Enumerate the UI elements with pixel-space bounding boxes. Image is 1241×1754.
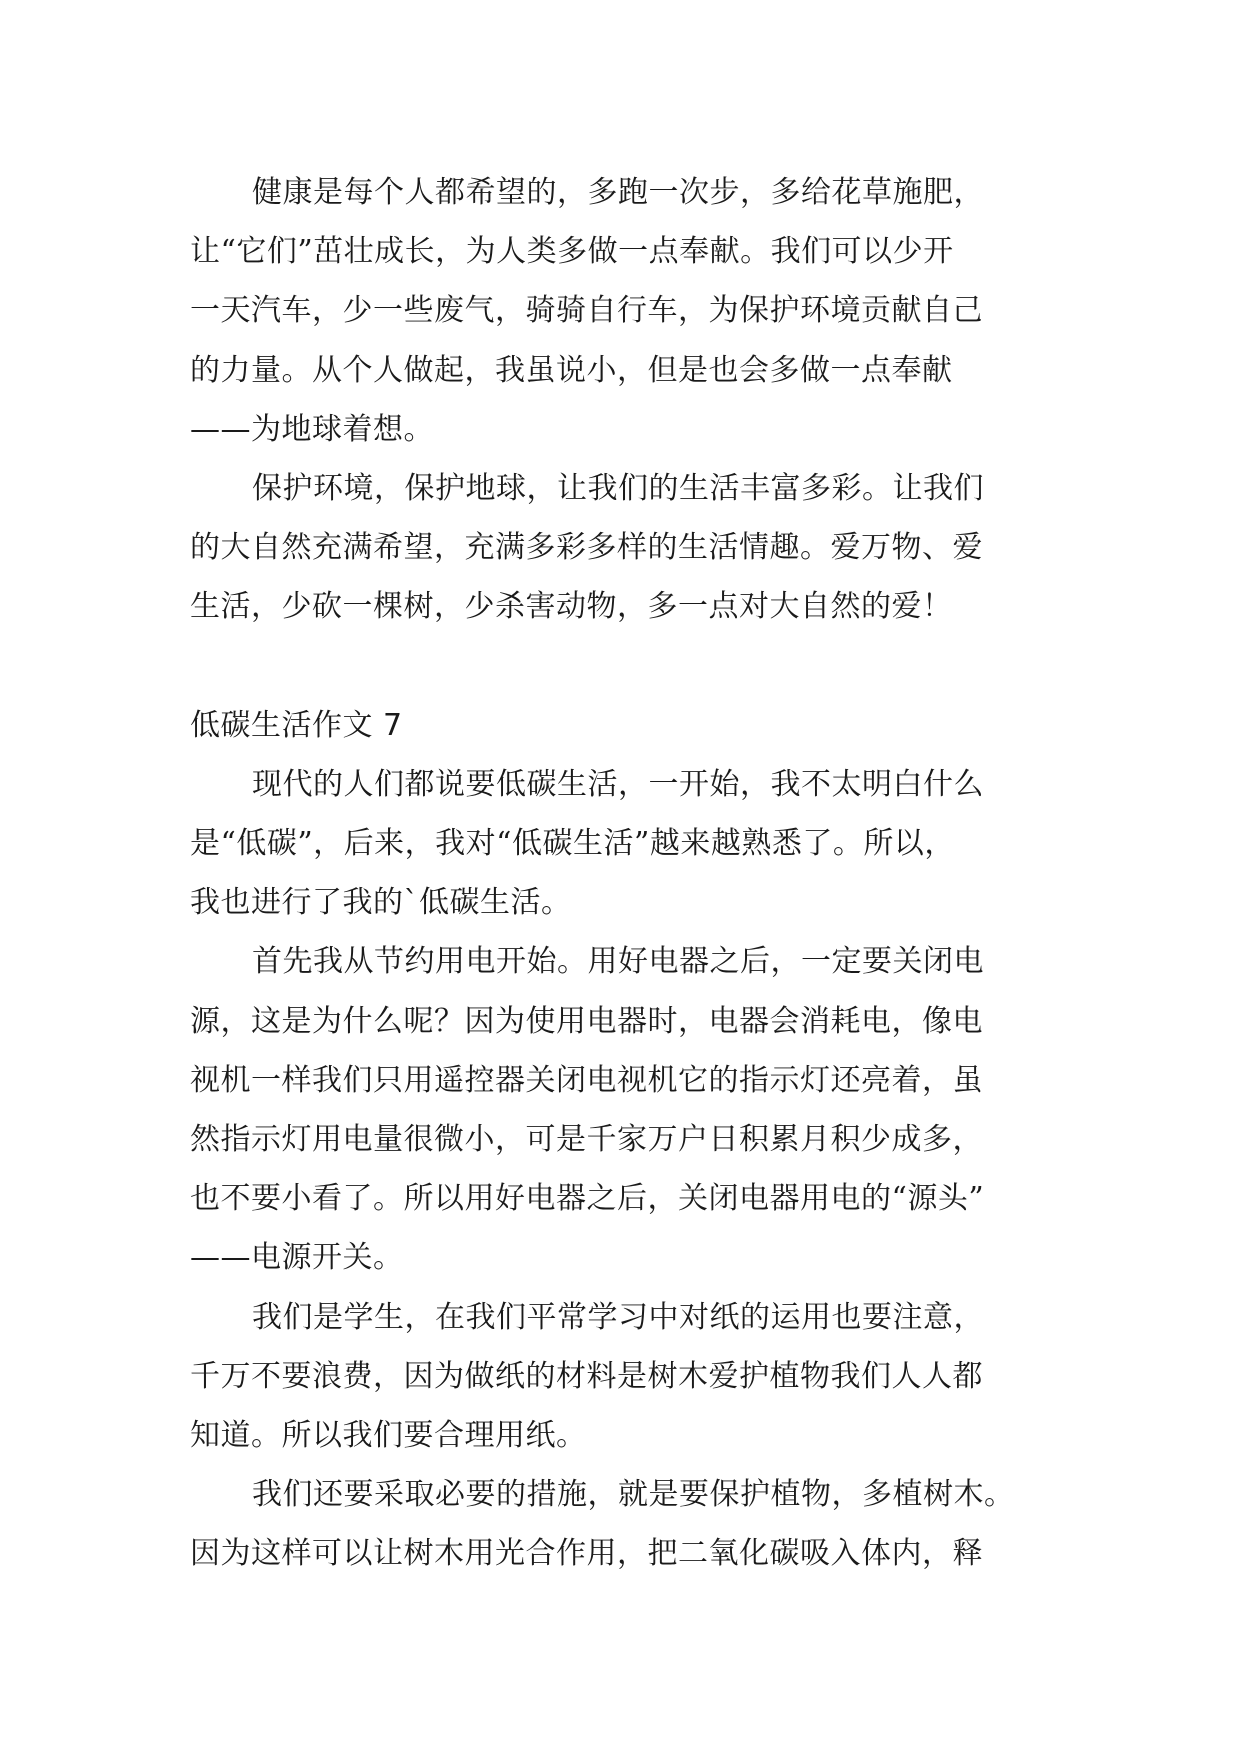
text-line: 的大自然充满希望，充满多彩多样的生活情趣。爱万物、爱 [190, 530, 983, 566]
text-line: 也不要小看了。所以用好电器之后，关闭电器用电的“源头” [190, 1181, 985, 1217]
text-line: 保护环境，保护地球，让我们的生活丰富多彩。让我们 [252, 470, 984, 506]
paragraph-save-electricity [190, 932, 1070, 1287]
text-line: 一天汽车，少一些废气，骑骑自行车，为保护环境贡献自己 [190, 293, 983, 329]
text-line: 首先我从节约用电开始。用好电器之后，一定要关闭电 [252, 944, 984, 980]
text-line: 的力量。从个人做起，我虽说小，但是也会多做一点奉献 [190, 352, 953, 388]
blank-line [190, 637, 1070, 696]
text-line: 我也进行了我的`低碳生活。 [190, 885, 572, 921]
text-line: ——为地球着想。 [190, 411, 434, 447]
paragraph-plant-trees [190, 1465, 1070, 1583]
text-line: 现代的人们都说要低碳生活，一开始，我不太明白什么 [252, 766, 984, 802]
text-line: 因为这样可以让树木用光合作用，把二氧化碳吸入体内，释 [190, 1536, 983, 1572]
text-line: 我们是学生，在我们平常学习中对纸的运用也要注意， [252, 1299, 984, 1335]
text-line: 然指示灯用电量很微小，可是千家万户日积累月积少成多， [190, 1122, 983, 1157]
text-line: 千万不要浪费，因为做纸的材料是树木爱护植物我们人人都 [190, 1358, 983, 1394]
paragraph-save-paper [190, 1288, 1070, 1466]
text-line: 让“它们”茁壮成长，为人类多做一点奉献。我们可以少开 [190, 234, 954, 270]
text-line: 视机一样我们只用遥控器关闭电视机它的指示灯还亮着，虽 [190, 1062, 983, 1098]
paragraph-intro-low-carbon [190, 755, 1070, 933]
text-line: 知道。所以我们要合理用纸。 [190, 1417, 587, 1453]
paragraph-health [190, 163, 1070, 459]
text-line: 生活，少砍一棵树，少杀害动物，多一点对大自然的爱！ [190, 589, 953, 625]
section-heading: 低碳生活作文 7 [190, 707, 403, 743]
text-line: ——电源开关。 [190, 1240, 404, 1276]
text-line: 我们还要采取必要的措施，就是要保护植物，多植树木。 [252, 1477, 1015, 1513]
paragraph-protect-environment [190, 459, 1070, 637]
text-line: 源，这是为什么呢？因为使用电器时，电器会消耗电，像电 [190, 1003, 983, 1039]
document-body [190, 163, 1070, 1584]
text-line: 是“低碳”，后来，我对“低碳生活”越来越熟悉了。所以， [190, 826, 955, 862]
text-line: 健康是每个人都希望的，多跑一次步，多给花草施肥， [252, 175, 984, 210]
